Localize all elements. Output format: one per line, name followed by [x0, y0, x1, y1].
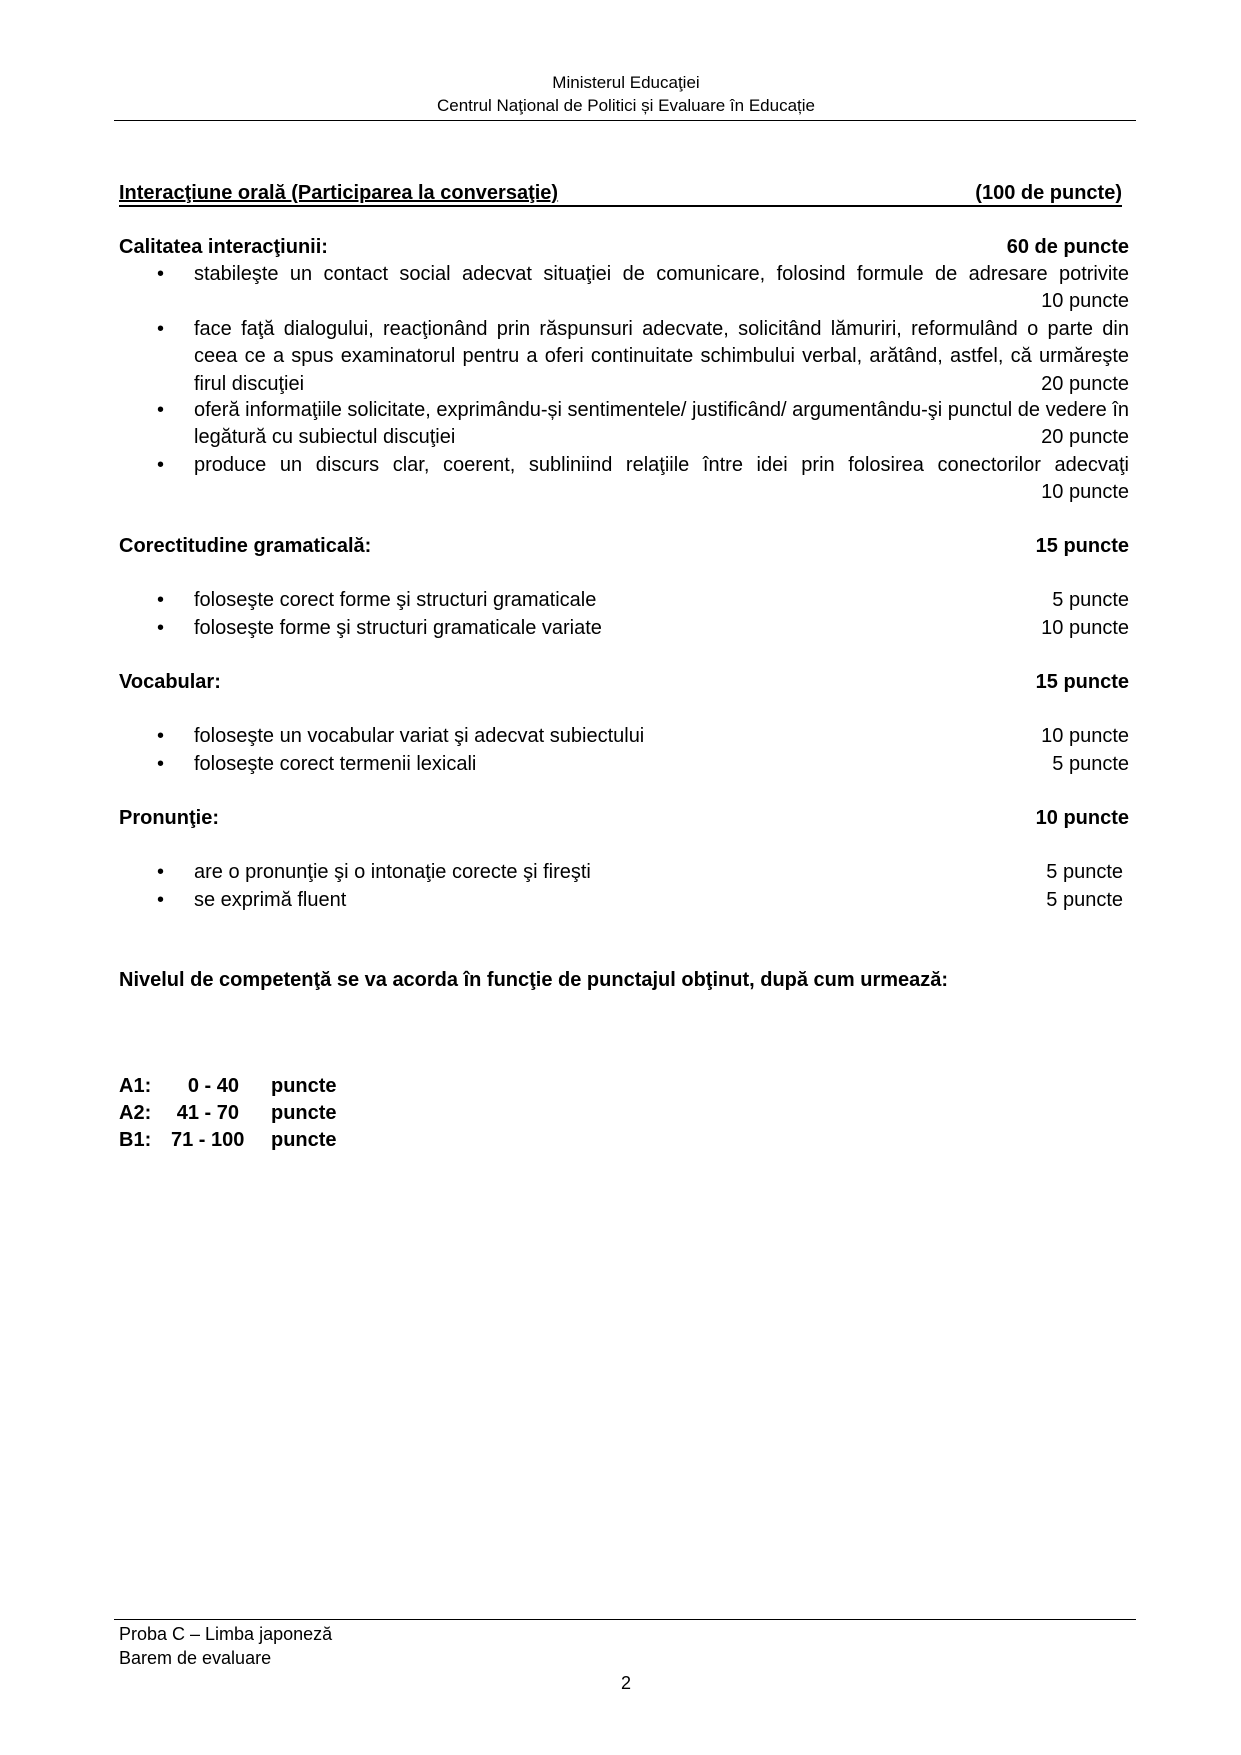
item-text: are o pronunţie şi o intonaţie corecte şi fireşti	[194, 861, 591, 883]
section-title: Corectitudine gramaticală:	[119, 535, 372, 557]
list-item	[157, 723, 1129, 750]
section-title: Calitatea interacţiunii:	[119, 236, 328, 258]
level-row	[119, 1127, 337, 1154]
bullet-icon: •	[157, 889, 165, 911]
level-range: 0 - 40	[187, 1075, 239, 1097]
level-code: B1:	[119, 1129, 152, 1151]
level-range: 41 - 70	[176, 1102, 239, 1124]
level-unit: puncte	[271, 1075, 337, 1097]
item-points: 5 puncte	[1046, 889, 1123, 911]
item-points: 20 puncte	[1041, 426, 1129, 449]
item-text: foloseşte corect forme şi structuri gramaticale	[194, 589, 597, 611]
bullet-icon: •	[157, 399, 165, 421]
bullet-icon: •	[157, 589, 165, 611]
title-text: Interacţiune orală (Participarea la conversaţie)	[119, 182, 559, 204]
level-unit: puncte	[271, 1129, 337, 1151]
title-points: (100 de puncte)	[975, 182, 1122, 204]
bullet-icon: •	[157, 617, 165, 639]
item-points: 5 puncte	[1052, 753, 1129, 775]
list-item	[157, 615, 1129, 642]
item-text: stabileşte un contact social adecvat situaţiei de comunicare, folosind formule de adresare potrivite	[194, 263, 1129, 285]
bullet-icon: •	[157, 263, 165, 285]
section-heading	[119, 234, 1129, 260]
section-points: 15 puncte	[1035, 535, 1129, 557]
list-item	[157, 887, 1123, 914]
list-item	[157, 261, 1129, 316]
bullet-icon: •	[157, 861, 165, 883]
level-range: 71 - 100	[171, 1129, 245, 1151]
section-title: Pronunţie:	[119, 807, 219, 829]
item-points: 5 puncte	[1046, 861, 1123, 883]
item-text: oferă informaţiile solicitate, exprimându-și sentimentele/ justificând/ argumentându-şi punctul de vedere în legătură cu subiectul discuţiei	[194, 399, 1129, 449]
item-text: face faţă dialogului, reacţionând prin răspunsuri adecvate, solicitând lămuriri, reformulând o parte din ceea ce a spus examinatorul pentru a oferi continuitate schimbului verbal, arătând, astfel, că urmăreşte firul discuţiei	[194, 318, 1129, 395]
footer-exam: Proba C – Limba japoneză	[119, 1624, 333, 1644]
item-text: se exprimă fluent	[194, 889, 347, 911]
item-text: foloseşte forme şi structuri gramaticale variate	[194, 617, 602, 639]
bullet-icon: •	[157, 725, 165, 747]
section-heading	[119, 669, 1129, 695]
item-text: foloseşte un vocabular variat şi adecvat subiectului	[194, 725, 645, 747]
header-divider	[114, 120, 1136, 121]
list-item	[157, 859, 1123, 886]
bullet-icon: •	[157, 753, 165, 775]
level-code: A1:	[119, 1075, 152, 1097]
section-points: 10 puncte	[1035, 807, 1129, 829]
level-row	[119, 1100, 337, 1127]
item-points: 20 puncte	[1041, 372, 1129, 395]
bullet-icon: •	[157, 318, 165, 340]
item-points: 10 puncte	[1041, 290, 1129, 313]
list-item	[157, 751, 1129, 778]
level-unit: puncte	[271, 1102, 337, 1124]
list-item	[157, 452, 1129, 507]
section-title: Vocabular:	[119, 671, 221, 693]
page-number: 2	[620, 1673, 631, 1693]
item-text: produce un discurs clar, coerent, subliniind relaţiile între idei prin folosirea conectorilor adecvaţi	[194, 454, 1129, 476]
list-item	[157, 316, 1129, 398]
section-heading	[119, 533, 1129, 559]
item-points: 5 puncte	[1052, 589, 1129, 611]
list-item	[157, 587, 1129, 614]
section-heading	[119, 805, 1129, 831]
list-item	[157, 397, 1129, 452]
section-points: 60 de puncte	[1006, 236, 1129, 258]
header-center: Centrul Naţional de Politici și Evaluare în Educație	[437, 96, 815, 115]
section-points: 15 puncte	[1035, 671, 1129, 693]
footer-divider	[114, 1619, 1136, 1620]
levels-intro: Nivelul de competenţă se va acorda în funcţie de punctajul obţinut, după cum urmează:	[119, 969, 949, 991]
page-title	[119, 180, 1122, 207]
item-points: 10 puncte	[1041, 617, 1129, 639]
level-row	[119, 1073, 337, 1100]
header-ministry: Ministerul Educaţiei	[552, 73, 700, 92]
footer-subtitle: Barem de evaluare	[119, 1648, 272, 1668]
bullet-icon: •	[157, 454, 165, 476]
level-code: A2:	[119, 1102, 152, 1124]
item-points: 10 puncte	[1041, 725, 1129, 747]
item-points: 10 puncte	[1041, 481, 1129, 504]
item-text: foloseşte corect termenii lexicali	[194, 753, 477, 775]
